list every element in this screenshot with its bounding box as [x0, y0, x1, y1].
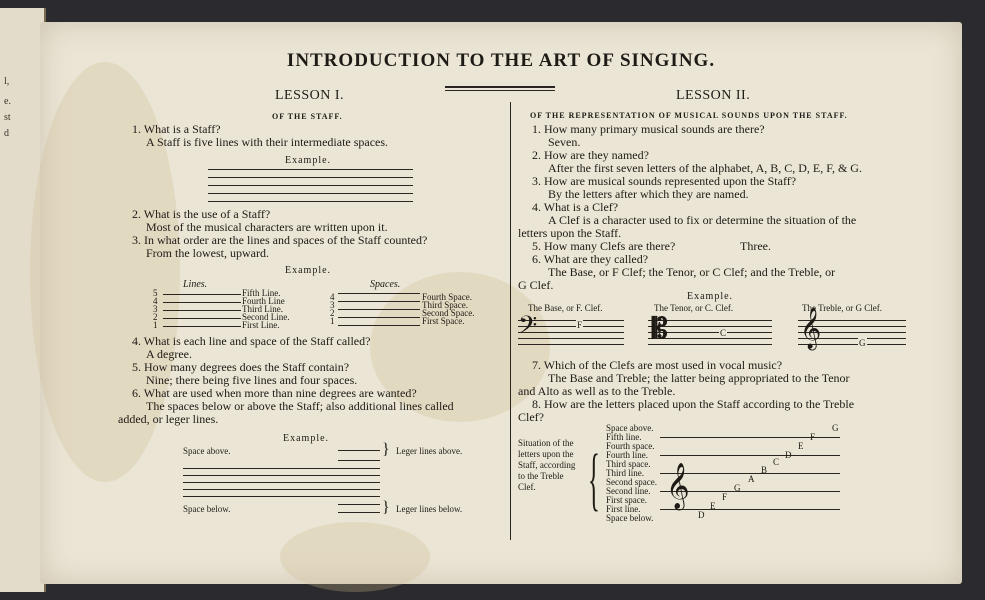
spaces-heading: Spaces. [370, 279, 401, 290]
space-number: 2 [330, 308, 335, 318]
space-below-label: Space below. [183, 504, 231, 514]
lesson1-a5: Nine; there being five lines and four spaces. [146, 373, 358, 387]
lesson1-q2: 2. What is the use of a Staff? [132, 207, 271, 221]
lesson1-a2: Most of the musical characters are written upon it. [146, 220, 388, 234]
title-rule [445, 90, 555, 91]
degree-label: Third space. [606, 459, 651, 469]
lesson2-q3: 3. How are musical sounds represented upon the Staff? [532, 174, 797, 188]
degree-label: First line. [606, 504, 641, 514]
situation-line: Staff, according [518, 460, 576, 470]
lesson2-a3: By the letters after which they are named. [548, 187, 749, 201]
book-page [40, 22, 962, 584]
space-label: Fourth Space. [422, 292, 472, 302]
brace-icon: } [382, 441, 390, 458]
example-label: Example. [687, 291, 734, 302]
leger-line [338, 450, 380, 451]
line-number: 4 [153, 296, 158, 306]
space-label: First Space. [422, 316, 465, 326]
line-number: 1 [153, 320, 158, 330]
left-page-fragment: d [4, 128, 9, 139]
degree-label: Third line. [606, 468, 644, 478]
note-letter: G [734, 483, 741, 493]
line-label: First Line. [242, 320, 280, 330]
line-number: 3 [153, 304, 158, 314]
lesson1-a3: From the lowest, upward. [146, 246, 269, 260]
water-stain [280, 522, 430, 592]
left-page-fragment: st [4, 112, 11, 123]
line-number: 5 [153, 288, 158, 298]
lesson2-q8-cont: Clef? [518, 410, 544, 424]
space-number: 3 [330, 300, 335, 310]
note-letter: E [798, 441, 804, 451]
degree-label: First space. [606, 495, 647, 505]
lesson2-q1: 1. How many primary musical sounds are there? [532, 122, 765, 136]
line-label: Fifth Line. [242, 288, 281, 298]
leger-below-label: Leger lines below. [396, 504, 463, 514]
lesson1-heading: LESSON I. [275, 88, 345, 103]
note-letter: A [748, 474, 755, 484]
lesson2-heading: LESSON II. [676, 88, 751, 103]
left-page-fragment: e. [4, 96, 11, 107]
brace-icon: { [588, 441, 600, 518]
degree-label: Space below. [606, 513, 654, 523]
g-note-label: G [859, 338, 866, 348]
lesson1-q1: 1. What is a Staff? [132, 122, 221, 136]
lesson1-a6: The spaces below or above the Staff; also additional lines called [146, 399, 454, 413]
example-label: Example. [285, 265, 332, 276]
left-page-fragment: l, [4, 76, 10, 87]
note-letter: D [698, 510, 705, 520]
lesson2-a4: A Clef is a character used to fix or determine the situation of the [548, 213, 857, 227]
treble-clef-icon: 𝄞 [800, 308, 822, 348]
lesson2-a2: After the first seven letters of the alphabet, A, B, C, D, E, F, & G. [548, 161, 862, 175]
note-letter: B [761, 465, 768, 475]
degree-label: Second space. [606, 477, 657, 487]
note-letter: E [710, 501, 716, 511]
situation-line: Situation of the [518, 438, 574, 448]
treble-clef-caption: The Treble, or G Clef. [802, 303, 882, 313]
treble-clef-icon: 𝄞 [666, 463, 690, 508]
lesson1-subheading: OF THE STAFF. [272, 112, 343, 121]
lesson1-q4: 4. What is each line and space of the Staff called? [132, 334, 371, 348]
degree-label: Fifth line. [606, 432, 642, 442]
leger-line [338, 504, 380, 505]
lesson1-q6: 6. What are used when more than nine degrees are wanted? [132, 386, 417, 400]
lesson1-a4: A degree. [146, 347, 192, 361]
tenor-clef-caption: The Tenor, or C. Clef. [654, 303, 734, 313]
space-label: Second Space. [422, 308, 475, 318]
lesson2-a1: Seven. [548, 135, 581, 149]
title-rule [445, 86, 555, 88]
lesson2-subheading: OF THE REPRESENTATION OF MUSICAL SOUNDS UPON THE STAFF. [530, 111, 848, 120]
lesson2-q2: 2. How are they named? [532, 148, 649, 162]
leger-line [338, 512, 380, 513]
lesson2-a6-cont: G Clef. [518, 278, 554, 292]
c-note-label: C [720, 328, 727, 338]
note-letter: F [810, 432, 816, 442]
situation-line: to the Treble [518, 471, 564, 481]
lesson2-q5: 5. How many Clefs are there? [532, 239, 676, 253]
line-label: Third Line. [242, 304, 283, 314]
lines-heading: Lines. [183, 279, 208, 290]
lesson2-q7: 7. Which of the Clefs are most used in vocal music? [532, 358, 783, 372]
lesson1-a6-cont: added, or leger lines. [118, 412, 219, 426]
situation-line: letters upon the [518, 449, 574, 459]
lesson1-a1: A Staff is five lines with their intermediate spaces. [146, 135, 389, 149]
leger-above-label: Leger lines above. [396, 446, 463, 456]
leger-line [338, 460, 380, 461]
lesson2-q6: 6. What are they called? [532, 252, 649, 266]
base-clef-caption: The Base, or F. Clef. [528, 303, 603, 313]
space-above-label: Space above. [183, 446, 231, 456]
tenor-clef-icon: 𝄡 [652, 314, 668, 345]
line-number: 2 [153, 312, 158, 322]
line-label: Fourth Line [242, 296, 285, 306]
lesson2-a6: The Base, or F Clef; the Tenor, or C Clef; and the Treble, or [548, 265, 836, 279]
note-letter: C [773, 457, 780, 467]
space-number: 4 [330, 292, 335, 302]
degree-label: Second line. [606, 486, 651, 496]
lesson1-q5: 5. How many degrees does the Staff contain? [132, 360, 350, 374]
degree-label: Fourth space. [606, 441, 655, 451]
lesson2-a4-cont: letters upon the Staff. [518, 226, 622, 240]
lesson2-q8: 8. How are the letters placed upon the Staff according to the Treble [532, 397, 855, 411]
example-label: Example. [285, 155, 332, 166]
situation-line: Clef. [518, 482, 536, 492]
column-divider [510, 102, 511, 540]
line-label: Second Line. [242, 312, 290, 322]
space-label: Third Space. [422, 300, 468, 310]
f-note-label: F [577, 320, 583, 330]
note-letter: F [722, 492, 728, 502]
note-letter: D [785, 450, 792, 460]
note-letter: G [832, 423, 839, 433]
lesson2-a7: The Base and Treble; the latter being appropriated to the Tenor [548, 371, 850, 385]
lesson2-q4: 4. What is a Clef? [532, 200, 619, 214]
example-label: Example. [283, 433, 330, 444]
degree-label: Space above. [606, 423, 654, 433]
lesson2-a7-cont: and Alto as well as to the Treble. [518, 384, 676, 398]
degree-label: Fourth line. [606, 450, 648, 460]
bass-clef-icon: 𝄢 [518, 312, 538, 345]
space-number: 1 [330, 316, 335, 326]
page-title: INTRODUCTION TO THE ART OF SINGING. [286, 50, 716, 71]
brace-icon: } [382, 499, 390, 516]
lesson1-q3: 3. In what order are the lines and spaces of the Staff counted? [132, 233, 428, 247]
lesson2-a5: Three. [740, 239, 771, 253]
